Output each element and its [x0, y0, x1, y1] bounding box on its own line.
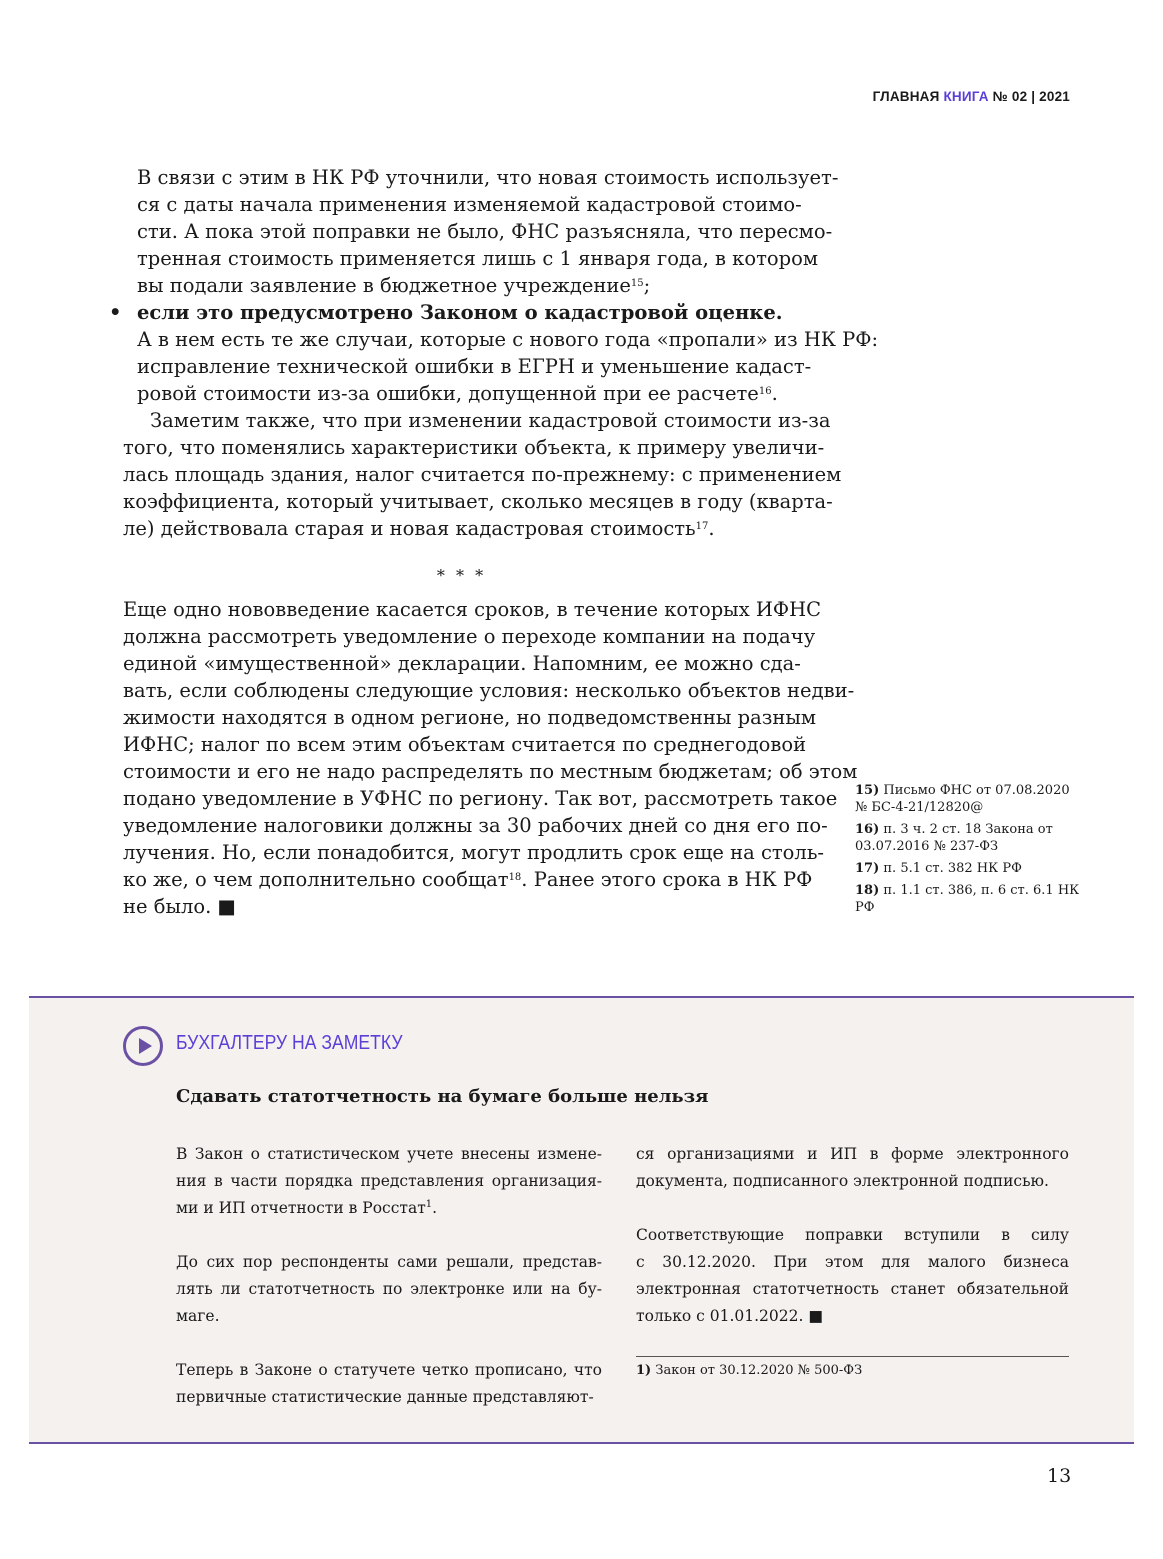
box-column-left [176, 1141, 602, 1411]
line-tail: . [771, 382, 778, 405]
text-line: вать, если соблюдены следующие условия: несколько объектов недви- [123, 679, 855, 702]
footnote-text: п. 1.1 ст. 386, п. 6 ст. 6.1 НК РФ [855, 883, 1080, 915]
footnote-ref: 16 [758, 386, 772, 397]
paragraph [176, 1357, 602, 1411]
footnote-number: 16) [855, 822, 880, 837]
text-line: сти. А пока этой поправки не было, ФНС разъясняла, что пересмо- [137, 220, 833, 243]
footnote-number: 17) [855, 861, 880, 876]
footnote-divider [636, 1356, 1069, 1357]
text-line [176, 1195, 602, 1222]
magazine-name: ГЛАВНАЯ [872, 89, 940, 104]
text-line: не было. ■ [123, 895, 236, 918]
text-line: Еще одно нововведение касается сроков, в течение которых ИФНС [123, 598, 822, 621]
text-line: только с 01.01.2022. ■ [636, 1307, 823, 1325]
line-text: ровой стоимости из-за ошибки, допущенной при ее расчете [137, 382, 759, 405]
text-line: исправление технической ошибки в ЕГРН и уменьшение кадаст- [137, 355, 812, 378]
footnote-ref: 1 [425, 1199, 433, 1210]
text-line: ся с даты начала применения изменяемой кадастровой стоимо- [137, 193, 802, 216]
line-text: ле) действовала старая и новая кадастровая стоимость [123, 517, 696, 540]
footnote-text: Письмо ФНС от 07.08.2020 № БС-4-21/12820@ [855, 783, 1070, 815]
line-tail: . [708, 517, 715, 540]
section-separator: * * * [436, 566, 487, 585]
text-line: Соответствующие поправки вступили в силу [636, 1226, 1069, 1244]
text-line: подано уведомление в УФНС по региону. Так вот, рассмотреть такое [123, 787, 838, 810]
text-line: лучения. Но, если понадобится, могут продлить срок еще на столь- [123, 841, 825, 864]
line-text: ми и ИП отчетности в Росстат [176, 1199, 426, 1217]
box-label: БУХГАЛТЕРУ НА ЗАМЕТКУ [176, 1032, 403, 1054]
text-line: ИФНС; налог по всем этим объектам считается по среднегодовой [123, 733, 807, 756]
text-line: того, что поменялись характеристики объекта, к примеру увеличи- [123, 436, 825, 459]
paragraph [636, 1141, 1069, 1195]
bullet-item: • если это предусмотрено Законом о кадастровой оценке. [123, 299, 800, 326]
paragraph [123, 596, 858, 920]
running-header [873, 89, 1070, 104]
text-line: тренная стоимость применяется лишь с 1 января года, в котором [137, 247, 818, 270]
footnote [855, 882, 1085, 916]
text-line: лась площадь здания, налог считается по-прежнему: с применением [123, 463, 842, 486]
text-line [137, 380, 800, 407]
text-line: документа, подписанного электронной подписью. [636, 1172, 1049, 1190]
footnote-text: Закон от 30.12.2020 № 500-ФЗ [655, 1363, 863, 1378]
article-body-continued [123, 596, 858, 920]
footnote-number: 1) [636, 1363, 652, 1378]
footnote [855, 860, 1085, 877]
text-line: единой «имущественной» декларации. Напомним, ее можно сда- [123, 652, 801, 675]
play-icon [123, 1026, 163, 1066]
paragraph [176, 1141, 602, 1222]
footnote-ref: 17 [695, 521, 709, 532]
text-line: лять ли статотчетность по электронке или на бу- [176, 1280, 602, 1298]
text-line: Теперь в Законе о статучете четко прописано, что [176, 1361, 602, 1379]
line-text: вы подали заявление в бюджетное учреждение [137, 274, 631, 297]
box-column-right [636, 1141, 1069, 1378]
line-tail: . Ранее этого срока в НК РФ [521, 868, 813, 891]
text-line: маге. [176, 1307, 220, 1325]
text-line: первичные статистические данные представляют- [176, 1388, 594, 1406]
issue-number: № 02 | 2021 [992, 89, 1070, 104]
text-line: уведомление налоговики должны за 30 рабочих дней со дня его по- [123, 814, 828, 837]
text-line [123, 515, 800, 542]
footnote-ref: 18 [508, 872, 522, 883]
paragraph [176, 1249, 602, 1330]
footnote-ref: 15 [630, 278, 644, 289]
text-line: В Закон о статистическом учете внесены измене- [176, 1145, 602, 1163]
footnotes [855, 782, 1085, 921]
text-line: коэффициента, который учитывает, сколько месяцев в году (кварта- [123, 490, 833, 513]
text-line: А в нем есть те же случаи, которые с нового года «пропали» из НК РФ: [137, 328, 879, 351]
paragraph [123, 326, 879, 407]
line-text: ко же, о чем дополнительно сообщат [123, 868, 509, 891]
text-line: с 30.12.2020. При этом для малого бизнеса [636, 1253, 1069, 1271]
footnote [855, 782, 1085, 816]
line-tail: ; [643, 274, 651, 297]
text-line: В связи с этим в НК РФ уточнили, что новая стоимость использует- [137, 166, 839, 189]
text-line: Заметим также, что при изменении кадастровой стоимости из-за [150, 409, 831, 432]
text-line: стоимости и его не надо распределять по местным бюджетам; об этом [123, 760, 858, 783]
footnote-text: п. 3 ч. 2 ст. 18 Закона от 03.07.2016 № 237-ФЗ [855, 822, 1053, 854]
sidebar-note-box [29, 996, 1134, 1444]
page-number: 13 [1047, 1465, 1072, 1487]
box-footnote [636, 1363, 1069, 1378]
article-body [123, 164, 879, 542]
text-line: ния в части порядка представления организация- [176, 1172, 602, 1190]
text-line: жимости находятся в одном регионе, но подведомственны разным [123, 706, 817, 729]
footnote-number: 15) [855, 783, 880, 798]
footnote [855, 821, 1085, 855]
text-line: До сих пор респонденты сами решали, представ- [176, 1253, 602, 1271]
paragraph [123, 164, 839, 299]
text-line [123, 866, 813, 893]
box-title: Сдавать статотчетность на бумаге больше нельзя [176, 1086, 709, 1107]
magazine-name-accent: КНИГА [943, 89, 989, 104]
text-line: ся организациями и ИП в форме электронного [636, 1145, 1069, 1163]
text-line: должна рассмотреть уведомление о переходе компании на подачу [123, 625, 816, 648]
paragraph [636, 1222, 1069, 1330]
line-tail: . [432, 1199, 438, 1217]
text-line [137, 272, 800, 299]
footnote-text: п. 5.1 ст. 382 НК РФ [883, 861, 1022, 876]
paragraph [123, 407, 842, 542]
footnote-number: 18) [855, 883, 880, 898]
text-line: электронная статотчетность станет обязательной [636, 1280, 1069, 1298]
